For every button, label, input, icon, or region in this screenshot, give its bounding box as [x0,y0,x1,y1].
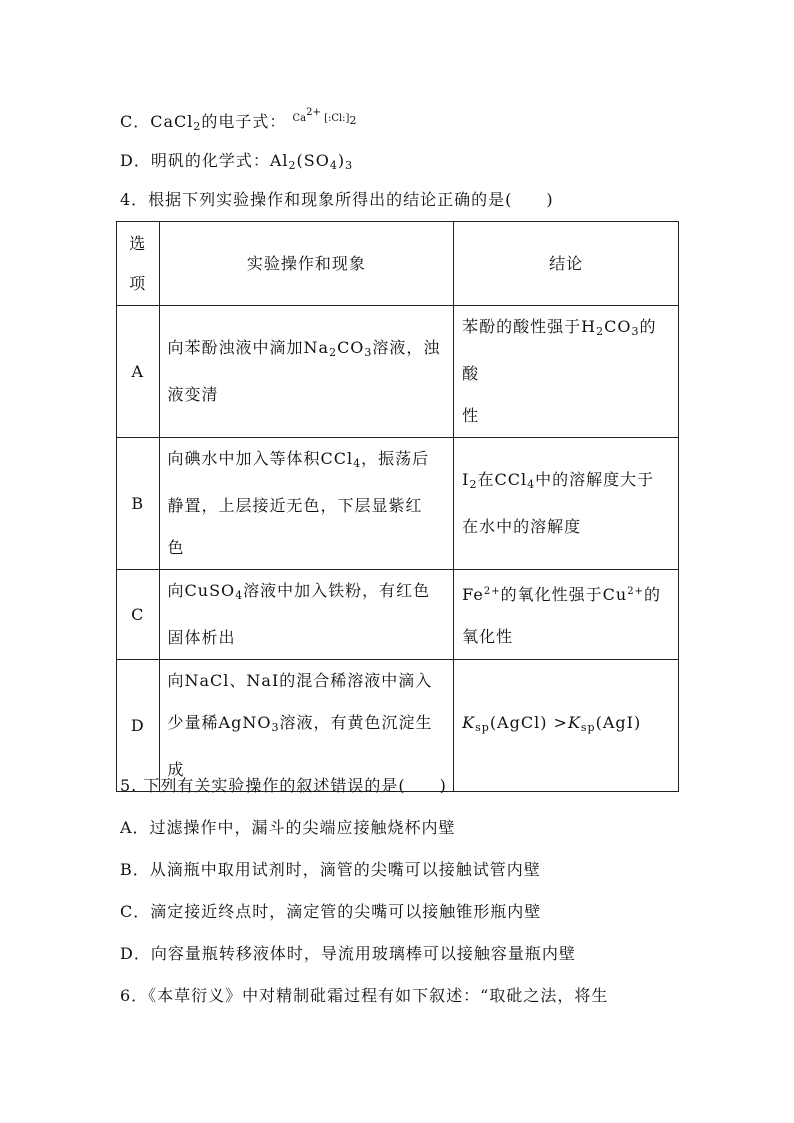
table-header-row [117,222,679,306]
conclusion-cell: $Fe^{2+}$的氧化性强于$Cu^{2+}$的 氧化性 [454,570,679,660]
conclusion-cell: $K_{sp}(AgCl) >K_{sp}(AgI)$ [454,660,679,792]
question-5-option-a: A．过滤操作中，漏斗的尖端应接触烧杯内壁 [120,818,456,837]
conclusion-cell: $I_2$在CCl$_4$中的溶解度大于 在水中的溶解度 [454,438,679,570]
option-d-line: D．明矾的化学式：$Al_2(SO_4)_3$ [120,151,354,172]
header-conclusion: 结论 [454,222,679,306]
experiment-table [116,221,679,792]
question-5-option-d: D．向容量瓶转移液体时，导流用玻璃棒可以接触容量瓶内壁 [120,944,576,963]
question-5-option-b: B．从滴瓶中取用试剂时，滴管的尖嘴可以接触试管内壁 [120,860,541,879]
question-4: 4．根据下列实验操作和现象所得出的结论正确的是( ) [120,190,554,209]
operation-cell: 向CuSO$_4$溶液中加入铁粉，有红色 固体析出 [159,570,454,660]
operation-cell: 向苯酚浊液中滴加$Na_2CO_3$溶液，浊 液变清 [159,306,454,438]
table-row: A 向苯酚浊液中滴加$Na_2CO_3$溶液，浊 液变清 苯酚的酸性强于$H_2CO_3$的酸 性 [117,306,679,438]
electron-formula: Ca2+ [:Cl:]2 [292,107,357,127]
question-6: 6．《本草衍义》中对精制砒霜过程有如下叙述：“取砒之法，将生 [120,986,609,1005]
header-operation: 实验操作和现象 [159,222,454,306]
operation-cell: 向NaCl、NaI的混合稀溶液中滴入 少量稀AgNO$_3$溶液，有黄色沉淀生 成 [159,660,454,792]
conclusion-cell: 苯酚的酸性强于$H_2CO_3$的酸 性 [454,306,679,438]
table-row: D 向NaCl、NaI的混合稀溶液中滴入 少量稀AgNO$_3$溶液，有黄色沉淀生 成 $K_{sp}(AgCl) >K_{sp}(AgI)$ [117,660,679,792]
option-c-line: C．CaCl$_2$的电子式： $^{Ca2+ [:Cl:]2}$ [120,107,357,133]
table-row: B 向碘水中加入等体积CCl$_4$，振荡后 静置，上层接近无色，下层显紫红 色 $I_2$在CCl$_4$中的溶解度大于 在水中的溶解度 [117,438,679,570]
question-5-option-c: C．滴定接近终点时，滴定管的尖嘴可以接触锥形瓶内壁 [120,902,542,921]
header-option: 选项 [117,222,160,306]
table-row: C 向CuSO$_4$溶液中加入铁粉，有红色 固体析出 $Fe^{2+}$的氧化性强于$Cu^{2+}$的 氧化性 [117,570,679,660]
question-5: 5. 下列有关实验操作的叙述错误的是( ) [120,776,447,795]
operation-cell: 向碘水中加入等体积CCl$_4$，振荡后 静置，上层接近无色，下层显紫红 色 [159,438,454,570]
